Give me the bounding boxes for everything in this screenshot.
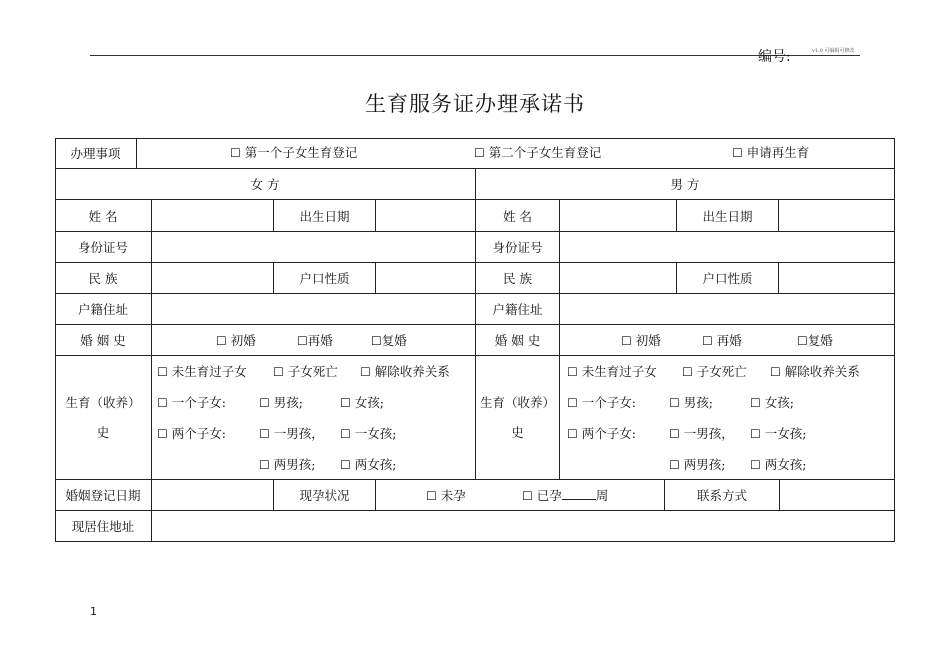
female-name-label: 姓 名 — [55, 200, 152, 232]
page-title: 生育服务证办理承诺书 — [365, 92, 585, 116]
male-domicile-field[interactable] — [560, 294, 895, 325]
female-ethnicity-label: 民 族 — [55, 263, 152, 294]
version-note: v1.0 可编辑可修改 — [812, 48, 855, 54]
checkbox-icon: ☐ — [216, 334, 227, 348]
checkbox-icon: ☐ — [702, 334, 713, 348]
option-label: 再婚 — [307, 333, 333, 348]
male-remarriage-option[interactable] — [702, 334, 742, 348]
female-remarry-same-option[interactable] — [371, 334, 407, 348]
application-form-table — [55, 138, 895, 542]
female-one-child-option[interactable] — [157, 396, 226, 410]
option-label: 未生育过子女 — [581, 364, 657, 379]
female-adoption-ended-option[interactable] — [360, 365, 450, 379]
female-child-died-option[interactable] — [273, 365, 338, 379]
checkbox-icon: ☐ — [157, 365, 168, 379]
weeks-suffix: 周 — [595, 488, 609, 503]
male-boy-option[interactable] — [669, 396, 713, 410]
male-one-girl-option[interactable] — [750, 427, 806, 441]
checkbox-icon: ☐ — [273, 365, 284, 379]
female-two-boys-option[interactable] — [259, 458, 315, 472]
female-birth-history-label — [55, 356, 152, 480]
checkbox-icon: ☐ — [567, 365, 578, 379]
male-one-child-option[interactable] — [567, 396, 636, 410]
female-name-field[interactable] — [152, 200, 274, 232]
female-heading: 女 方 — [55, 169, 476, 200]
male-two-girls-option[interactable] — [750, 458, 806, 472]
female-marriage-label: 婚 姻 史 — [55, 325, 152, 356]
option-label: 未孕 — [440, 488, 466, 503]
checkbox-icon: ☐ — [567, 396, 578, 410]
female-domicile-field[interactable] — [152, 294, 476, 325]
checkbox-icon: ☐ — [669, 396, 680, 410]
option-label: 一男孩， — [683, 426, 734, 441]
option-label: 男孩; — [273, 395, 303, 410]
female-birthdate-label: 出生日期 — [274, 200, 376, 232]
pregnancy-status-cell — [376, 480, 665, 511]
option-label: 两女孩; — [354, 457, 397, 472]
male-ethnicity-field[interactable] — [560, 263, 677, 294]
option-label: 已孕 — [536, 488, 562, 503]
female-one-boy-option[interactable] — [259, 427, 324, 441]
female-two-girls-option[interactable] — [340, 458, 396, 472]
weeks-blank[interactable] — [562, 490, 596, 500]
option-label: 子女死亡 — [287, 364, 338, 379]
male-first-marriage-option[interactable] — [621, 334, 661, 348]
option-label: 两女孩; — [764, 457, 807, 472]
male-girl-option[interactable] — [750, 396, 794, 410]
checkbox-icon: ☐ — [567, 427, 578, 441]
current-address-field[interactable] — [152, 511, 895, 542]
option-label: 一个子女: — [581, 395, 636, 410]
male-birth-history-label — [476, 356, 560, 480]
serial-number-label: 编号: — [758, 49, 791, 65]
option-label: 一女孩; — [354, 426, 397, 441]
option-label: 一个子女: — [171, 395, 226, 410]
option-label: 解除收养关系 — [784, 364, 860, 379]
checkbox-icon: ☐ — [426, 489, 437, 503]
checkbox-icon: ☐ — [621, 334, 632, 348]
current-address-label: 现居住地址 — [55, 511, 152, 542]
checkbox-icon: ☐ — [297, 334, 308, 348]
item-label: 办理事项 — [55, 138, 137, 169]
male-one-boy-option[interactable] — [669, 427, 734, 441]
female-hukou-type-field[interactable] — [376, 263, 476, 294]
checkbox-icon: ☐ — [340, 458, 351, 472]
option-label: 复婚 — [807, 333, 833, 348]
option-label: 申请再生育 — [746, 145, 810, 160]
option-label: 男孩; — [683, 395, 713, 410]
checkbox-icon: ☐ — [340, 396, 351, 410]
female-hukou-type-label: 户口性质 — [274, 263, 376, 294]
option-label: 初婚 — [635, 333, 661, 348]
checkbox-icon: ☐ — [371, 334, 382, 348]
contact-field[interactable] — [780, 480, 895, 511]
option-first-child[interactable] — [230, 146, 357, 160]
option-label: 两个子女: — [581, 426, 636, 441]
checkbox-icon: ☐ — [669, 427, 680, 441]
option-reapply[interactable] — [732, 146, 809, 160]
male-marriage-label: 婚 姻 史 — [476, 325, 560, 356]
female-id-label: 身份证号 — [55, 232, 152, 263]
male-id-label: 身份证号 — [476, 232, 560, 263]
male-two-boys-option[interactable] — [669, 458, 725, 472]
option-label: 两个子女: — [171, 426, 226, 441]
option-second-child[interactable] — [474, 146, 601, 160]
checkbox-icon: ☐ — [750, 458, 761, 472]
option-label: 再婚 — [716, 333, 742, 348]
female-two-children-option[interactable] — [157, 427, 226, 441]
male-birthdate-label: 出生日期 — [677, 200, 779, 232]
option-label: 未生育过子女 — [171, 364, 247, 379]
female-remarriage-option[interactable] — [297, 334, 333, 348]
option-label: 女孩; — [764, 395, 794, 410]
checkbox-icon: ☐ — [682, 365, 693, 379]
male-id-field[interactable] — [560, 232, 895, 263]
male-two-children-option[interactable] — [567, 427, 636, 441]
male-domicile-label: 户籍住址 — [476, 294, 560, 325]
male-adoption-ended-option[interactable] — [770, 365, 860, 379]
option-label: 女孩; — [354, 395, 384, 410]
checkbox-icon: ☐ — [157, 396, 168, 410]
male-ethnicity-label: 民 族 — [476, 263, 560, 294]
contact-label: 联系方式 — [665, 480, 780, 511]
label-line-2: 史 — [511, 424, 524, 440]
male-heading: 男 方 — [476, 169, 895, 200]
checkbox-icon: ☐ — [340, 427, 351, 441]
checkbox-icon: ☐ — [360, 365, 371, 379]
option-label: 两男孩; — [273, 457, 316, 472]
female-girl-option[interactable] — [340, 396, 384, 410]
page-number: 1 — [90, 605, 97, 618]
checkbox-icon: ☐ — [157, 427, 168, 441]
male-child-died-option[interactable] — [682, 365, 747, 379]
checkbox-icon: ☐ — [230, 146, 241, 160]
option-label: 一男孩， — [273, 426, 324, 441]
option-label: 子女死亡 — [696, 364, 747, 379]
label-line-1: 生育（收养） — [65, 394, 141, 410]
pregnant-option[interactable] — [522, 489, 608, 503]
checkbox-icon: ☐ — [474, 146, 485, 160]
female-one-girl-option[interactable] — [340, 427, 396, 441]
checkbox-icon: ☐ — [522, 489, 533, 503]
option-label: 第一个子女生育登记 — [244, 145, 358, 160]
option-label: 一女孩; — [764, 426, 807, 441]
female-id-field[interactable] — [152, 232, 476, 263]
option-label: 初婚 — [230, 333, 256, 348]
male-name-label: 姓 名 — [476, 200, 560, 232]
option-label: 复婚 — [381, 333, 407, 348]
checkbox-icon: ☐ — [732, 146, 743, 160]
female-no-children-option[interactable] — [157, 365, 247, 379]
option-label: 第二个子女生育登记 — [488, 145, 602, 160]
checkbox-icon: ☐ — [259, 458, 270, 472]
male-hukou-type-label: 户口性质 — [677, 263, 779, 294]
marriage-reg-date-field[interactable] — [152, 480, 274, 511]
marriage-reg-date-label: 婚姻登记日期 — [55, 480, 152, 511]
not-pregnant-option[interactable] — [426, 489, 466, 503]
option-label: 两男孩; — [683, 457, 726, 472]
male-name-field[interactable] — [560, 200, 677, 232]
checkbox-icon: ☐ — [750, 427, 761, 441]
male-remarry-same-option[interactable] — [797, 334, 833, 348]
label-line-1: 生育（收养） — [479, 394, 555, 410]
female-domicile-label: 户籍住址 — [55, 294, 152, 325]
checkbox-icon: ☐ — [259, 427, 270, 441]
checkbox-icon: ☐ — [770, 365, 781, 379]
checkbox-icon: ☐ — [750, 396, 761, 410]
male-hukou-type-field[interactable] — [779, 263, 895, 294]
male-no-children-option[interactable] — [567, 365, 657, 379]
male-birthdate-field[interactable] — [779, 200, 895, 232]
female-first-marriage-option[interactable] — [216, 334, 256, 348]
checkbox-icon: ☐ — [797, 334, 808, 348]
header-rule — [90, 55, 860, 56]
female-birthdate-field[interactable] — [376, 200, 476, 232]
checkbox-icon: ☐ — [669, 458, 680, 472]
female-boy-option[interactable] — [259, 396, 303, 410]
pregnancy-status-label: 现孕状况 — [274, 480, 376, 511]
female-ethnicity-field[interactable] — [152, 263, 274, 294]
checkbox-icon: ☐ — [259, 396, 270, 410]
option-label: 解除收养关系 — [374, 364, 450, 379]
label-line-2: 史 — [96, 424, 110, 440]
